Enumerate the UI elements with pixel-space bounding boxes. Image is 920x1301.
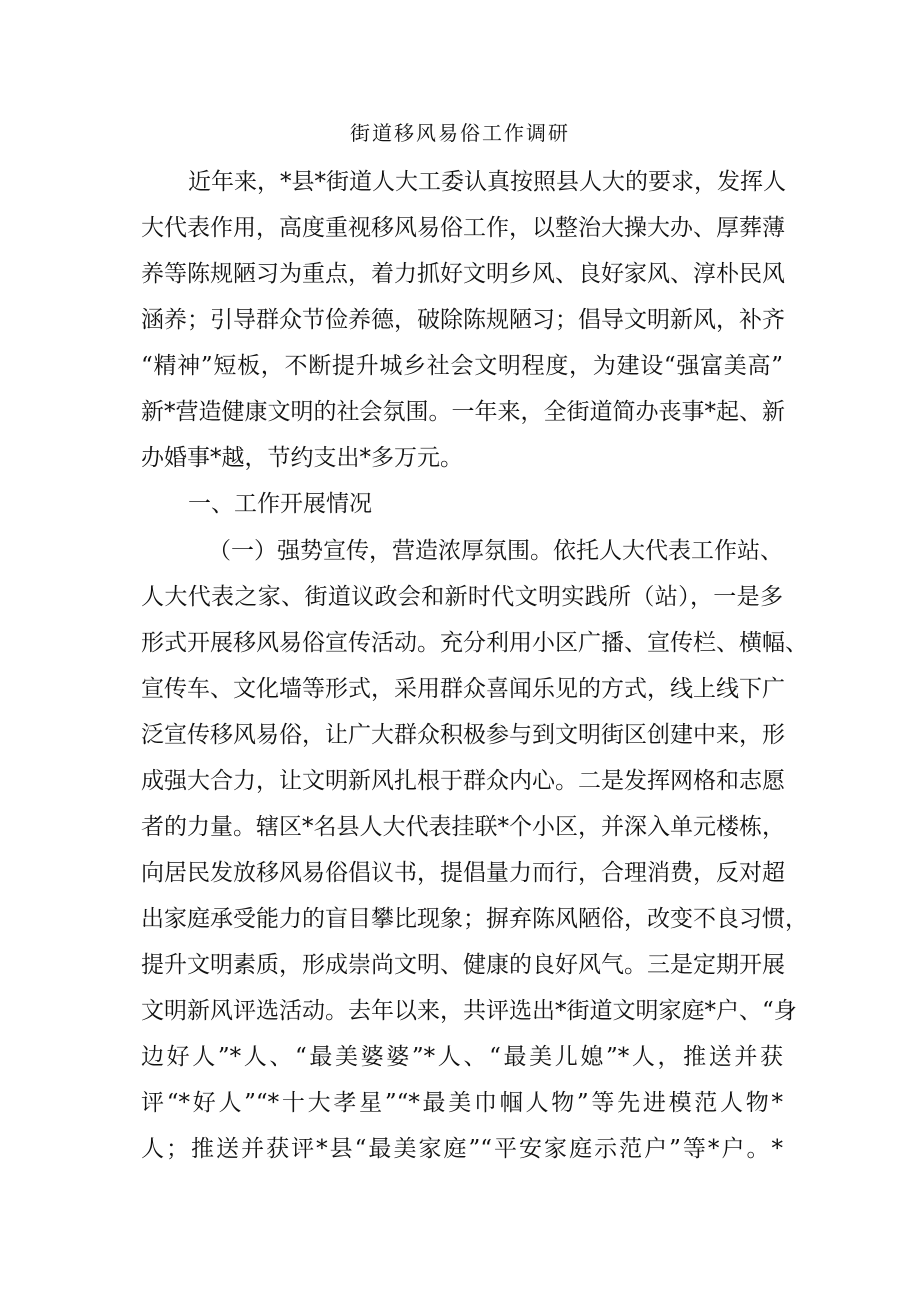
paragraph-line: 成强大合力，让文明新风扎根于群众内心。二是发挥网格和志愿 — [141, 768, 785, 794]
paragraph-line: 向居民发放移风易俗倡议书，提倡量力而行，合理消费，反对超 — [141, 860, 785, 886]
paragraph-line: 涵养；引导群众节俭养德，破除陈规陋习；倡导文明新风，补齐 — [141, 307, 785, 333]
paragraph-line: 出家庭承受能力的盲目攀比现象；摒弃陈风陋俗，改变不良习惯， — [141, 906, 808, 932]
paragraph-line: 办婚事*越，节约支出*多万元。 — [141, 445, 463, 471]
paragraph-line: 者的力量。辖区*名县人大代表挂联*个小区，并深入单元楼栋， — [141, 814, 785, 840]
paragraph-line: 新*营造健康文明的社会氛围。一年来，全街道简办丧事*起、新 — [141, 399, 785, 425]
paragraph-line: 宣传车、文化墙等形式，采用群众喜闻乐见的方式，线上线下广 — [141, 676, 785, 702]
paragraph-line: “精神”短板，不断提升城乡社会文明程度，为建设“强富美高” — [141, 353, 783, 379]
paragraph-line: 边好人”*人、“最美婆婆”*人、“最美儿媳”*人，推送并获 — [141, 1044, 783, 1070]
paragraph-line: 人；推送并获评*县“最美家庭”“平安家庭示范户”等*户。* — [141, 1136, 783, 1162]
paragraph-line: 大代表作用，高度重视移风易俗工作，以整治大操大办、厚葬薄 — [141, 215, 785, 241]
document-title: 街道移风易俗工作调研 — [350, 121, 570, 145]
paragraph-line: 近年来，*县*街道人大工委认真按照县人大的要求，发挥人 — [188, 169, 786, 195]
paragraph-line: 泛宣传移风易俗，让广大群众积极参与到文明街区创建中来，形 — [141, 722, 785, 748]
section-heading: 一、工作开展情况 — [188, 491, 372, 517]
paragraph-line: （一）强势宣传，营造浓厚氛围。依托人大代表工作站、 — [208, 538, 783, 564]
paragraph-line: 评“*好人”“*十大孝星”“*最美巾帼人物”等先进模范人物* — [141, 1090, 783, 1116]
paragraph-line: 提升文明素质，形成崇尚文明、健康的良好风气。三是定期开展 — [141, 952, 785, 978]
paragraph-line: 文明新风评选活动。去年以来，共评选出*街道文明家庭*户、“身 — [141, 998, 797, 1024]
paragraph-line: 人大代表之家、街道议政会和新时代文明实践所（站），一是多 — [141, 584, 783, 610]
paragraph-line: 形式开展移风易俗宣传活动。充分利用小区广播、宣传栏、横幅、 — [141, 630, 808, 656]
paragraph-line: 养等陈规陋习为重点，着力抓好文明乡风、良好家风、淳朴民风 — [141, 261, 785, 287]
